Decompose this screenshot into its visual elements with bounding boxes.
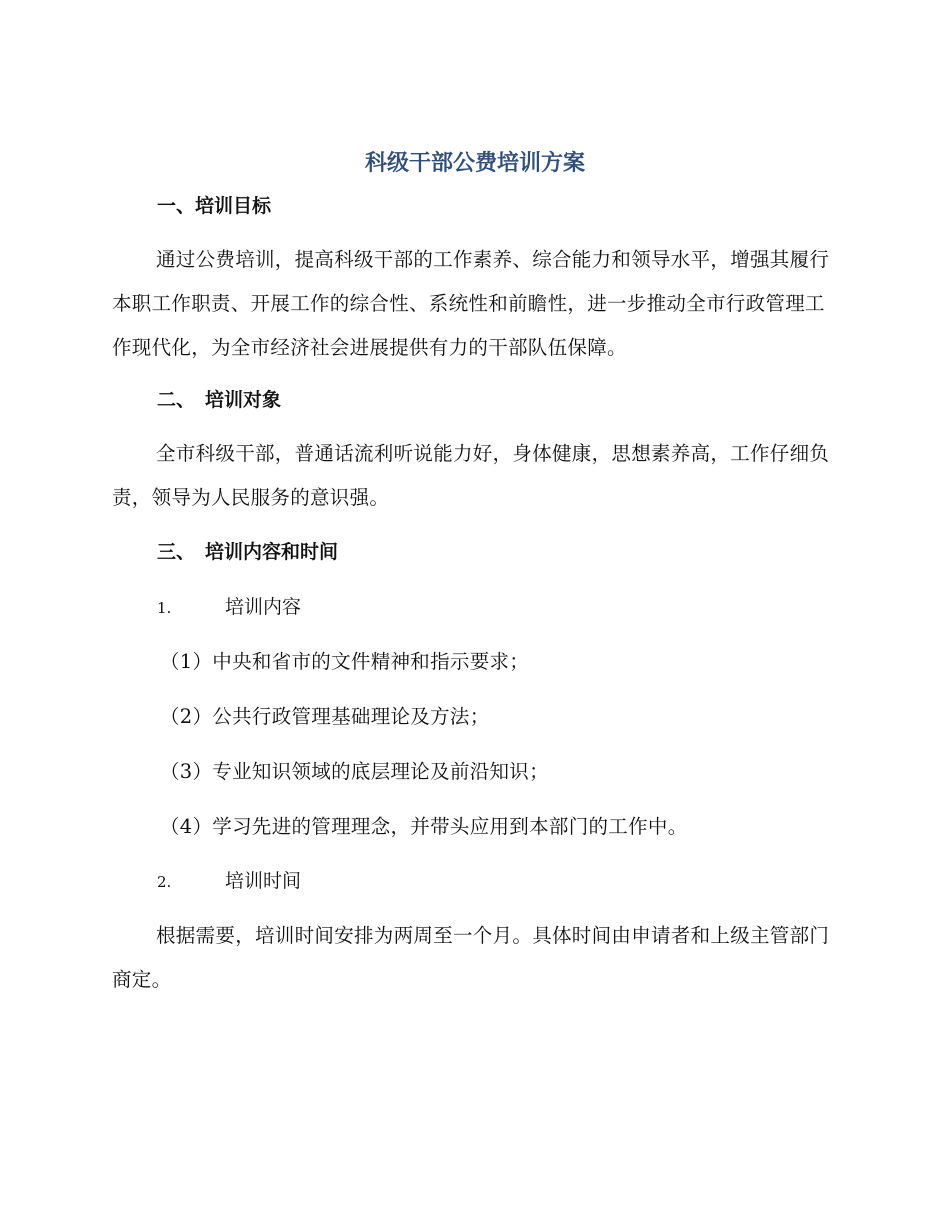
subheading-label: 培训内容 [225, 596, 302, 618]
section-heading-goals: 一、培训目标 [157, 195, 272, 217]
document-title: 科级干部公费培训方案 [364, 151, 585, 176]
subheading-number: 1. [157, 599, 172, 617]
section-number: 二、 [157, 389, 196, 411]
subheading-label: 培训时间 [225, 870, 302, 892]
list-item: （1）中央和省市的文件精神和指示要求； [160, 650, 530, 673]
section-body-audience: 全市科级干部，普通话流利听说能力好，身体健康，思想素养高，工作仔细负责，领导为人民服务的意识强。 [112, 442, 830, 509]
subheading-content [157, 593, 301, 622]
subheading-time [157, 867, 301, 896]
section-heading-label: 培训对象 [205, 389, 282, 411]
section-body-goals: 通过公费培训，提高科级干部的工作素养、综合能力和领导水平，增强其履行本职工作职责、开展工作的综合性、系统性和前瞻性，进一步推动全市行政管理工作现代化，为全市经济社会进展提供有力的干部队伍保障。 [112, 248, 830, 359]
section-number: 三、 [157, 541, 196, 563]
section-heading-content-time [157, 538, 338, 566]
section-body-time: 根据需要，培训时间安排为两周至一个月。具体时间由申请者和上级主管部门商定。 [112, 924, 830, 991]
list-item: （4）学习先进的管理理念，并带头应用到本部门的工作中。 [160, 815, 688, 838]
section-heading-label: 培训内容和时间 [205, 541, 339, 563]
section-heading-audience [157, 386, 281, 414]
subheading-number: 2. [157, 873, 172, 891]
list-item: （2）公共行政管理基础理论及方法； [160, 705, 490, 728]
list-item: （3）专业知识领域的底层理论及前沿知识； [160, 760, 549, 783]
